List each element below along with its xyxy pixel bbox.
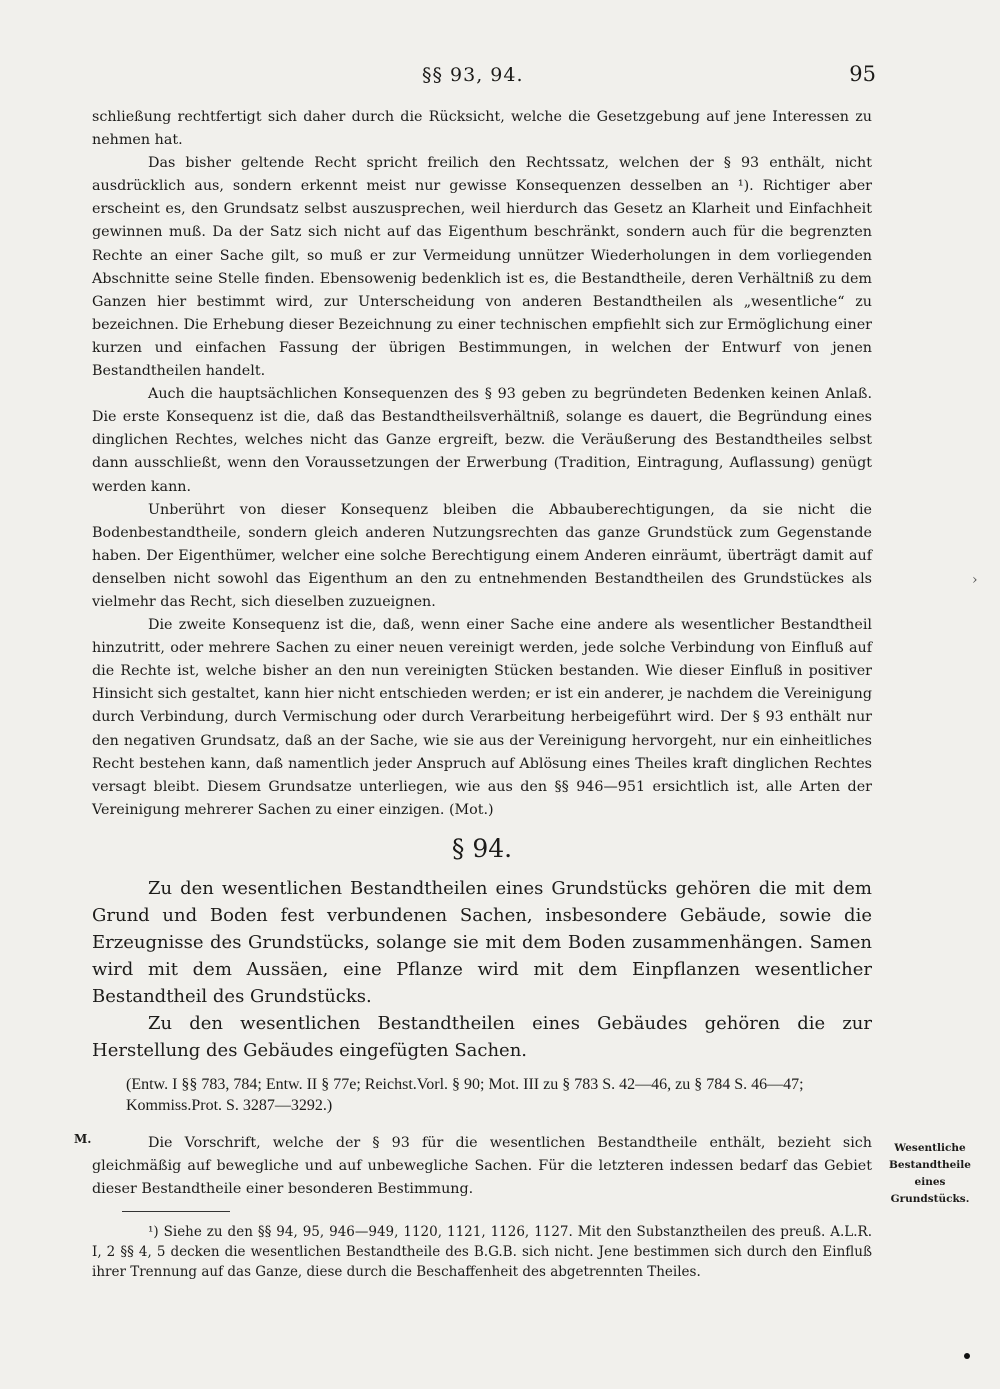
paragraph-1: schließung rechtfertigt sich daher durch die Rücksicht, welche die Gesetzgebung auf jene Interessen zu nehmen hat.	[92, 109, 872, 149]
margin-note-line: Bestandtheile	[889, 1159, 971, 1171]
paragraph-5: Die zweite Konsequenz ist die, daß, wenn einer Sache eine andere als wesentlicher Bestandtheil hinzutritt, oder mehrere Sachen zu einer neuen vereinigt werden, jede solche Verbindung von Einfluß auf die Rechte ist, welche bisher an den nun vereinigten Stücken bestanden. Wie dieser Einfluß in positiver Hinsicht sich gestaltet, kann hier nicht entschieden werden; er ist ein anderer, je nachdem die Vereinigung durch Verbindung, durch Vermischung oder durch Verarbeitung herbeigeführt wird. Der § 93 enthält nur den negativen Grundsatz, daß an der Sache, wie sie aus der Vereinigung hervorgeht, nur ein einheitliches Recht bestehen kann, daß namentlich jeder Anspruch auf Ablösung eines Theiles kraft dinglichen Rechtes versagt bleibt. Diesem Grundsatze unterliegen, wie aus den §§ 946—951 ersichtlich ist, alle Arten der Vereinigung mehrerer Sachen zu einer einzigen. (Mot.)	[92, 617, 872, 818]
ink-dot-icon	[964, 1353, 970, 1359]
page-body	[74, 106, 872, 1282]
footnote: ¹) Siehe zu den §§ 94, 95, 946—949, 1120, 1121, 1126, 1127. Mit den Substanztheilen des preuß. A.L.R. I, 2 §§ 4, 5 decken die wesentlichen Bestandtheile des B.G.B. sich nicht. Jene bestimmen sich durch den Einfluß ihrer Trennung auf das Ganze, diese durch die Beschaffenheit des abgetrennten Theiles.	[92, 1224, 872, 1281]
margin-note-line: Wesentliche	[894, 1142, 966, 1154]
legislative-references: (Entw. I §§ 783, 784; Entw. II § 77e; Reichst.Vorl. § 90; Mot. III zu § 783 S. 42—46, zu § 784 S. 46—47; Kommiss.Prot. S. 3287—3292.)	[126, 1075, 804, 1114]
paragraph-3: Auch die hauptsächlichen Konsequenzen des § 93 geben zu begründeten Bedenken keinen Anlaß. Die erste Konsequenz ist die, daß das Bestandtheilsverhältniß, solange es dauert, die Begründung eines dinglichen Rechtes, welches nicht das Ganze ergreift, bezw. die Veräußerung des Bestandtheiles selbst dann ausschließt, wenn den Voraussetzungen der Erwerbung (Tradition, Eintragung, Auflassung) genügt werden kann.	[92, 386, 872, 495]
page-header	[92, 62, 876, 94]
margin-note	[880, 1140, 980, 1208]
footnote-divider	[122, 1211, 230, 1212]
motive-block	[74, 1131, 872, 1201]
header-section-ref: §§ 93, 94.	[422, 64, 524, 86]
section-heading: § 94.	[451, 833, 513, 863]
paragraph-4: Unberührt von dieser Konsequenz bleiben die Abbauberechtigungen, da sie nicht die Bodenbestandtheile, sondern gleich anderen Nutzungsrechten das ganze Grundstück zum Gegenstande haben. Der Eigenthümer, welcher eine solche Berechtigung einem Anderen einräumt, überträgt damit auf denselben nicht sowohl das Eigenthum an den zu entnehmenden Bestandtheilen des Grundstückes als vielmehr das Recht, sich dieselben zuzueignen.	[92, 501, 872, 610]
motive-text: Die Vorschrift, welche der § 93 für die wesentlichen Bestandtheile enthält, bezieht sich gleichmäßig auf bewegliche und auf unbewegliche Sachen. Für die letzteren indessen bedarf das Gebiet dieser Bestandtheile einer besonderen Bestimmung.	[92, 1134, 872, 1198]
margin-note-line: eines	[914, 1176, 946, 1188]
law-text-1: Zu den wesentlichen Bestandtheilen eines Grundstücks gehören die mit dem Grund und Boden fest verbundenen Sachen, insbesondere Gebäude, sowie die Erzeugnisse des Grundstücks, solange sie mit dem Boden zusammenhängen. Samen wird mit dem Aussäen, eine Pflanze wird mit dem Einpflanzen wesentlicher Bestandtheil des Grundstücks.	[92, 877, 872, 1007]
margin-note-line: Grundstücks.	[890, 1193, 970, 1205]
paragraph-2: Das bisher geltende Recht spricht freilich den Rechtssatz, welchen der § 93 enthält, nicht ausdrücklich aus, sondern erkennt meist nur gewisse Konsequenzen desselben an ¹). Richtiger aber erscheint es, den Grundsatz selbst auszusprechen, weil hierdurch das Gesetz an Klarheit und Einfachheit gewinnen muß. Da der Satz sich nicht auf das Eigenthum beschränkt, sondern auch für die begrenzten Rechte an einer Sache gilt, so muß er zur Vermeidung unnützer Wiederholungen in dem vorliegenden Abschnitte seine Stelle finden. Ebensowenig bedenklich ist es, die Bestandtheile, deren Verhältniß zu dem Ganzen hier bestimmt wird, zur Unterscheidung von anderen Bestandtheilen als „wesentliche“ zu bezeichnen. Die Erhebung dieser Bezeichnung zu einer technischen empfiehlt sich zur Ermöglichung einer kurzen und einfachen Fassung der übrigen Bestimmungen, in welchen der Entwurf von jenen Bestandtheilen handelt.	[92, 155, 872, 380]
page-number: 95	[849, 62, 876, 86]
motive-marker: M.	[74, 1131, 92, 1146]
law-text-2: Zu den wesentlichen Bestandtheilen eines Gebäudes gehören die zur Herstellung des Gebäudes eingefügten Sachen.	[92, 1012, 872, 1061]
margin-mark-icon: ›	[972, 572, 978, 588]
